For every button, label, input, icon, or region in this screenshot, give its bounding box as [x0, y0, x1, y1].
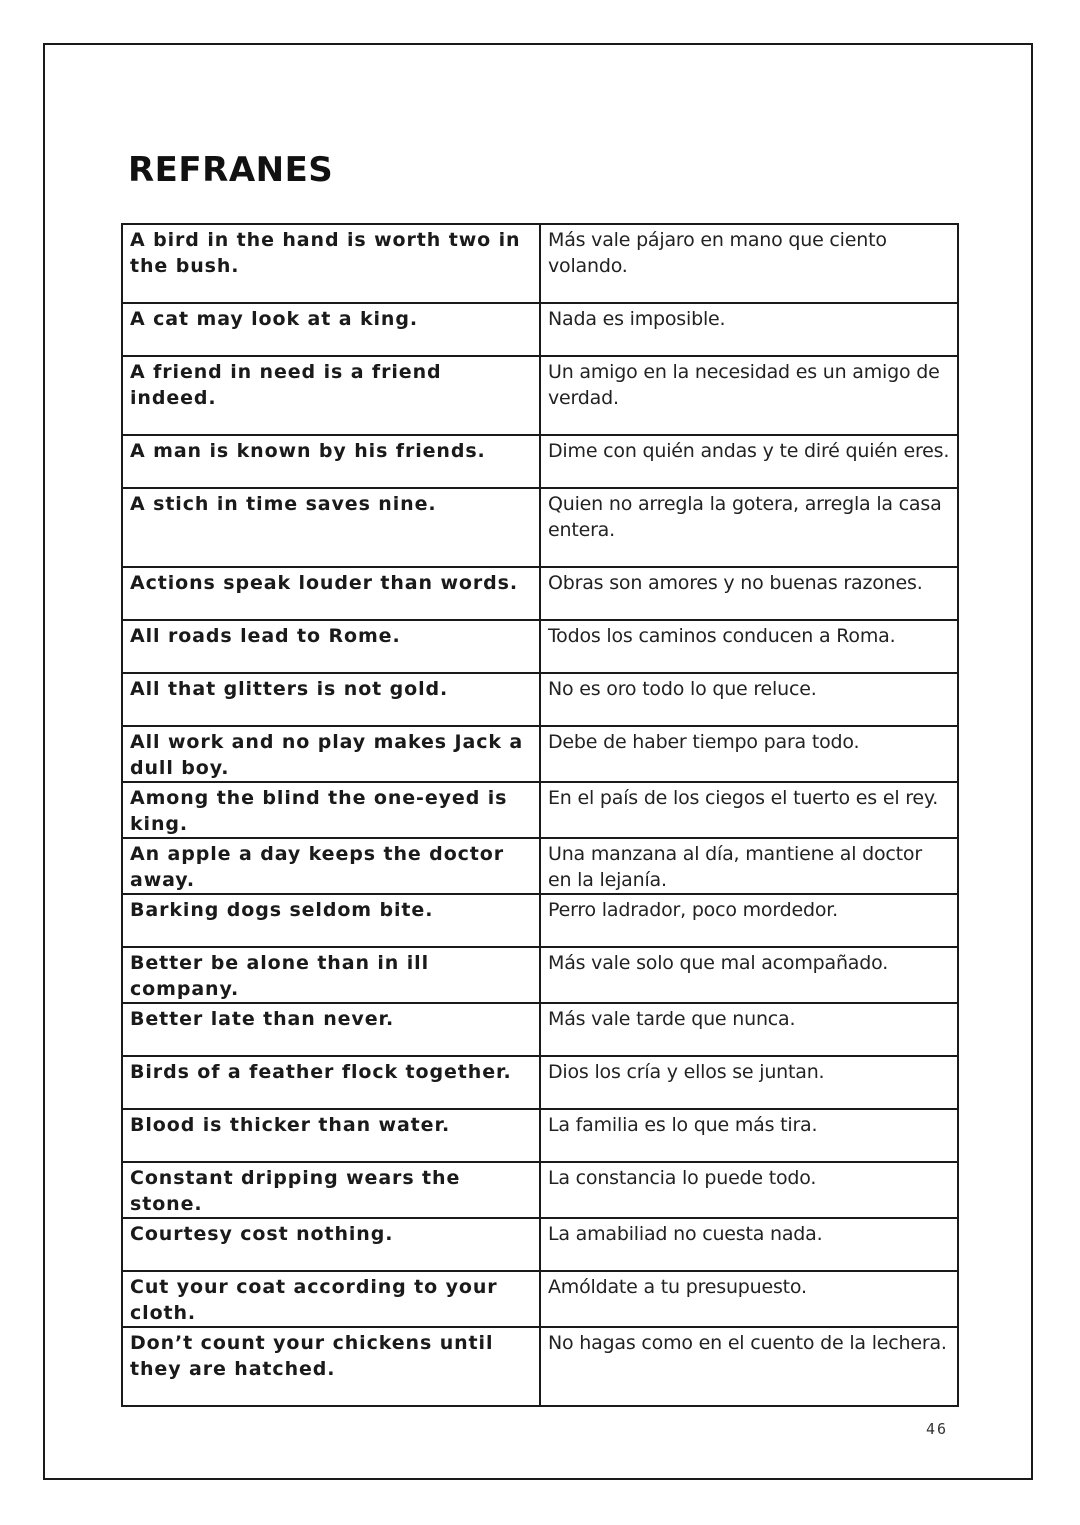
proverb-spanish: Más vale solo que mal acompañado. [540, 947, 958, 1003]
proverb-spanish: No hagas como en el cuento de la lechera. [540, 1327, 958, 1406]
proverb-row [122, 567, 958, 620]
page-title: REFRANES [128, 150, 334, 190]
proverb-row [122, 224, 958, 303]
proverb-english: All that glitters is not gold. [122, 673, 540, 726]
proverb-row [122, 1003, 958, 1056]
proverb-row [122, 1271, 958, 1327]
proverb-row [122, 1327, 958, 1406]
proverbs-table-body [122, 224, 958, 1406]
proverb-row [122, 947, 958, 1003]
proverb-row [122, 1162, 958, 1218]
proverb-row [122, 435, 958, 488]
proverb-row [122, 488, 958, 567]
proverb-english: Constant dripping wears the stone. [122, 1162, 540, 1218]
proverb-spanish: La constancia lo puede todo. [540, 1162, 958, 1218]
proverb-row [122, 620, 958, 673]
proverb-spanish: Amóldate a tu presupuesto. [540, 1271, 958, 1327]
proverb-english: A stich in time saves nine. [122, 488, 540, 567]
proverb-spanish: Dios los cría y ellos se juntan. [540, 1056, 958, 1109]
proverb-spanish: Más vale pájaro en mano que ciento volando. [540, 224, 958, 303]
proverb-row [122, 1056, 958, 1109]
proverb-english: All work and no play makes Jack a dull boy. [122, 726, 540, 782]
proverb-spanish: La familia es lo que más tira. [540, 1109, 958, 1162]
proverb-row [122, 1218, 958, 1271]
proverb-english: Better late than never. [122, 1003, 540, 1056]
proverb-row [122, 303, 958, 356]
proverb-row [122, 726, 958, 782]
proverb-english: Courtesy cost nothing. [122, 1218, 540, 1271]
proverb-row [122, 782, 958, 838]
page-number: 46 [926, 1420, 949, 1438]
proverb-spanish: Un amigo en la necesidad es un amigo de verdad. [540, 356, 958, 435]
proverb-english: Blood is thicker than water. [122, 1109, 540, 1162]
proverb-english: Cut your coat according to your cloth. [122, 1271, 540, 1327]
proverb-spanish: Quien no arregla la gotera, arregla la casa entera. [540, 488, 958, 567]
proverb-row [122, 838, 958, 894]
proverb-row [122, 673, 958, 726]
proverb-spanish: Todos los caminos conducen a Roma. [540, 620, 958, 673]
proverb-english: A man is known by his friends. [122, 435, 540, 488]
proverb-english: Barking dogs seldom bite. [122, 894, 540, 947]
proverb-english: Better be alone than in ill company. [122, 947, 540, 1003]
proverb-english: All roads lead to Rome. [122, 620, 540, 673]
proverb-english: A bird in the hand is worth two in the bush. [122, 224, 540, 303]
proverb-english: A cat may look at a king. [122, 303, 540, 356]
proverb-spanish: Debe de haber tiempo para todo. [540, 726, 958, 782]
proverbs-table [121, 223, 959, 1407]
proverb-spanish: Más vale tarde que nunca. [540, 1003, 958, 1056]
proverb-spanish: Obras son amores y no buenas razones. [540, 567, 958, 620]
proverb-english: Actions speak louder than words. [122, 567, 540, 620]
proverb-spanish: Una manzana al día, mantiene al doctor en la lejanía. [540, 838, 958, 894]
proverb-row [122, 356, 958, 435]
proverb-spanish: No es oro todo lo que reluce. [540, 673, 958, 726]
proverb-english: Among the blind the one-eyed is king. [122, 782, 540, 838]
proverb-english: Birds of a feather flock together. [122, 1056, 540, 1109]
proverb-english: A friend in need is a friend indeed. [122, 356, 540, 435]
proverb-spanish: Nada es imposible. [540, 303, 958, 356]
proverb-row [122, 1109, 958, 1162]
proverb-spanish: La amabiliad no cuesta nada. [540, 1218, 958, 1271]
proverb-english: Don’t count your chickens until they are hatched. [122, 1327, 540, 1406]
proverb-english: An apple a day keeps the doctor away. [122, 838, 540, 894]
proverb-spanish: En el país de los ciegos el tuerto es el rey. [540, 782, 958, 838]
proverb-row [122, 894, 958, 947]
proverb-spanish: Perro ladrador, poco mordedor. [540, 894, 958, 947]
proverb-spanish: Dime con quién andas y te diré quién eres. [540, 435, 958, 488]
